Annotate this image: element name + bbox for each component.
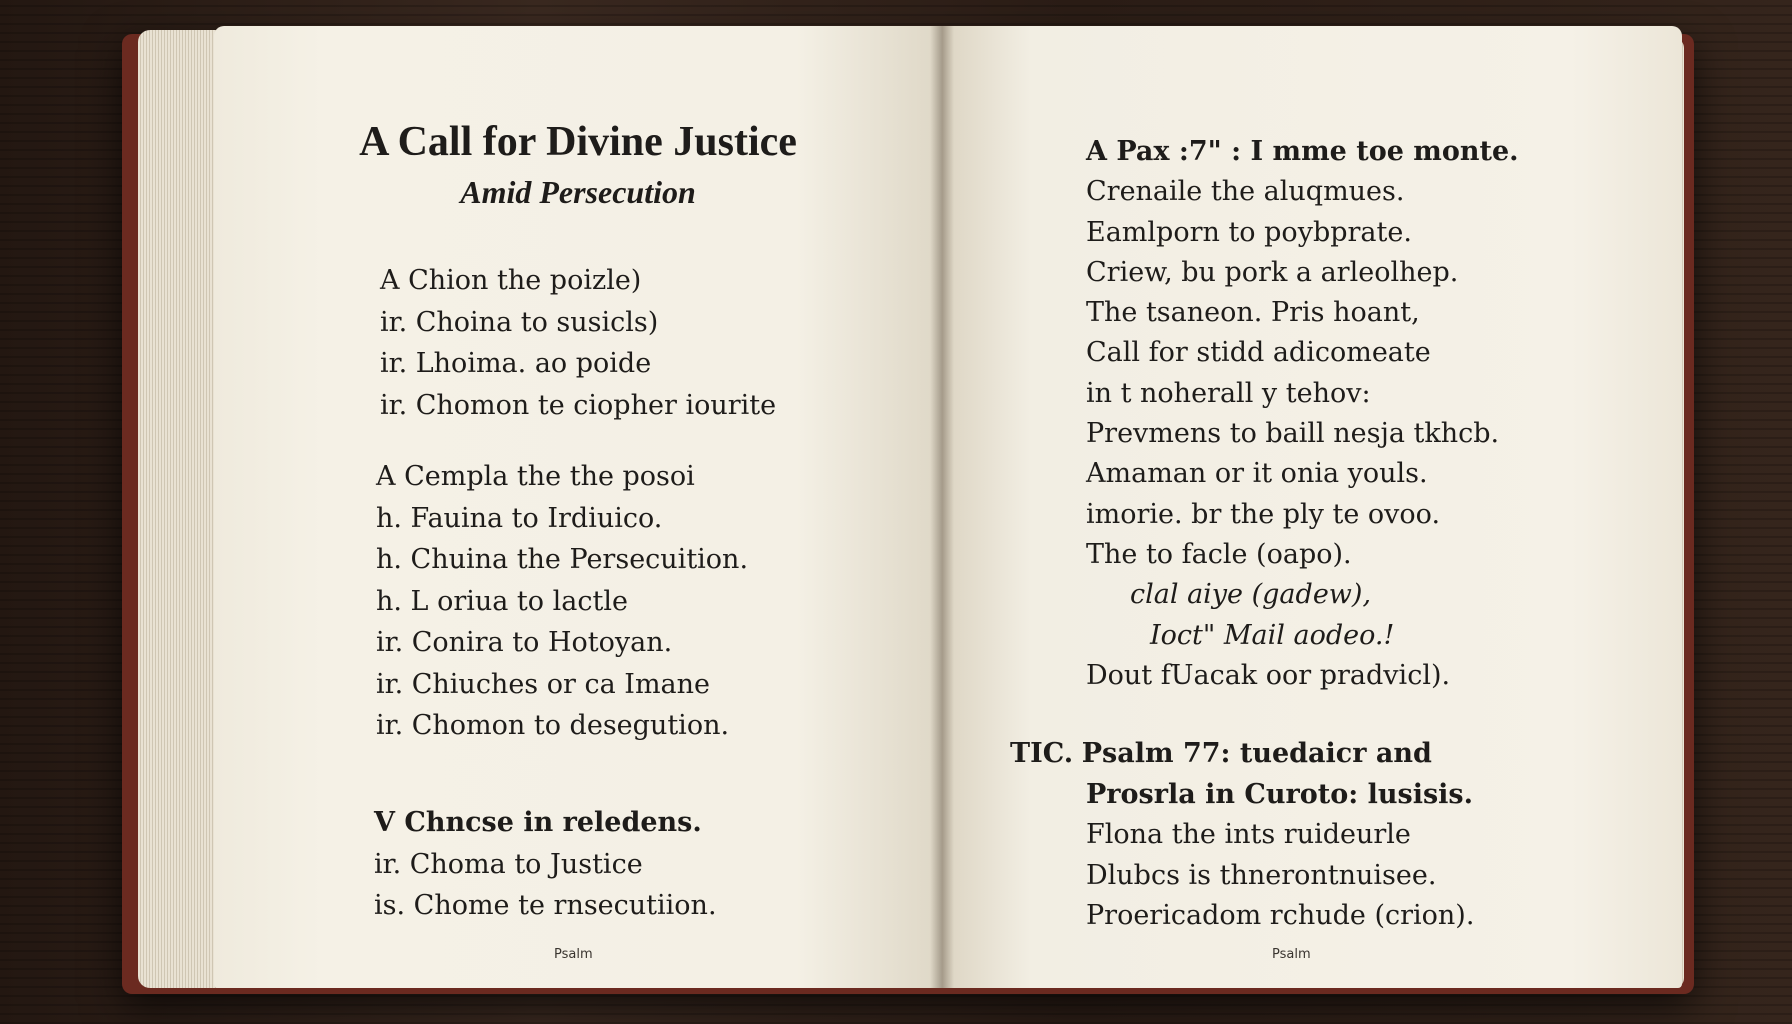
verse-line: The tsaneon. Pris hoant, (1086, 297, 1420, 329)
verse-line: in t noherall y tehov: (1086, 377, 1371, 409)
verse-line: ir. Chomon to desegution. (376, 710, 730, 741)
verse-line: The to facle (oapo). (1086, 538, 1352, 570)
verse-line-indented: clal aiye (gadew), (1130, 579, 1372, 611)
verse-line: Dout fUacak oor pradvicl). (1086, 659, 1451, 691)
verse-line: Crenaile the aluqmues. (1086, 176, 1405, 208)
verse-line: ir. Chomon te ciopher iourite (380, 389, 777, 421)
verse-line: ir. Chiuches or ca Imane (376, 668, 711, 700)
verse-line: V Chncse in reledens. (374, 807, 702, 838)
verse-group-1 (380, 260, 776, 426)
right-page (942, 26, 1682, 988)
verse-line: h. Fauina to Irdiuico. (376, 502, 663, 534)
verse-line: Dlubcs is thnerontnuisee. (1086, 859, 1437, 891)
verse-marker: TIC. (1010, 738, 1074, 769)
verse-line: Prosrla in Curoto: lusisis. (1086, 778, 1474, 810)
show-through-text (274, 216, 281, 256)
verse-line: Eamlporn to poybprate. (1086, 216, 1412, 248)
verse-group-3 (374, 802, 717, 927)
verse-line: Prevmens to baill nesja tkhcb. (1086, 418, 1500, 450)
verse-line: h. L oriua to lactle (376, 585, 628, 617)
page-footer: Psalm (1272, 947, 1311, 962)
verse-line (1010, 734, 1474, 775)
left-page (214, 26, 942, 988)
verse-line: Criew, bu pork a arleolhep. (1086, 256, 1459, 288)
verse-line: A Chion the poizle) (380, 265, 642, 296)
verse-line: ir. Conira to Hotoyan. (376, 627, 673, 658)
verse-line: A Pax :7" : I mme toe monte. (1086, 136, 1519, 167)
verse-line: Call for stidd adicomeate (1086, 337, 1431, 369)
verse-line: is. Chome te rnsecutiion. (374, 890, 717, 921)
book-gutter (930, 26, 954, 988)
verse-line: ir. Choina to susicls) (380, 306, 659, 338)
verse-group-5 (1010, 734, 1475, 937)
page-footer: Psalm (554, 947, 593, 962)
verse-line: imorie. br the ply te ovoo. (1086, 498, 1441, 530)
verse-line: h. Chuina the Persecuition. (376, 544, 749, 575)
verse-line: Flona the ints ruideurle (1086, 819, 1411, 850)
verse-line: ir. Choma to Justice (374, 848, 643, 880)
verse-group-2 (376, 456, 748, 747)
page-title: A Call for Divine Justice (359, 119, 797, 165)
verse-line: ir. Lhoima. ao poide (380, 348, 652, 379)
verse-group-4 (1086, 132, 1519, 696)
page-subtitle: Amid Persecution (460, 174, 696, 210)
verse-line-indented: Ioct" Mail aodeo.! (1150, 619, 1395, 651)
verse-line: Amaman or it onia youls. (1086, 458, 1428, 490)
verse-line: Proericadom rchude (crion). (1086, 900, 1475, 931)
verse-line-text: Psalm 77: tuedaicr and (1081, 738, 1432, 769)
verse-line: A Cempla the the posoi (376, 461, 695, 492)
